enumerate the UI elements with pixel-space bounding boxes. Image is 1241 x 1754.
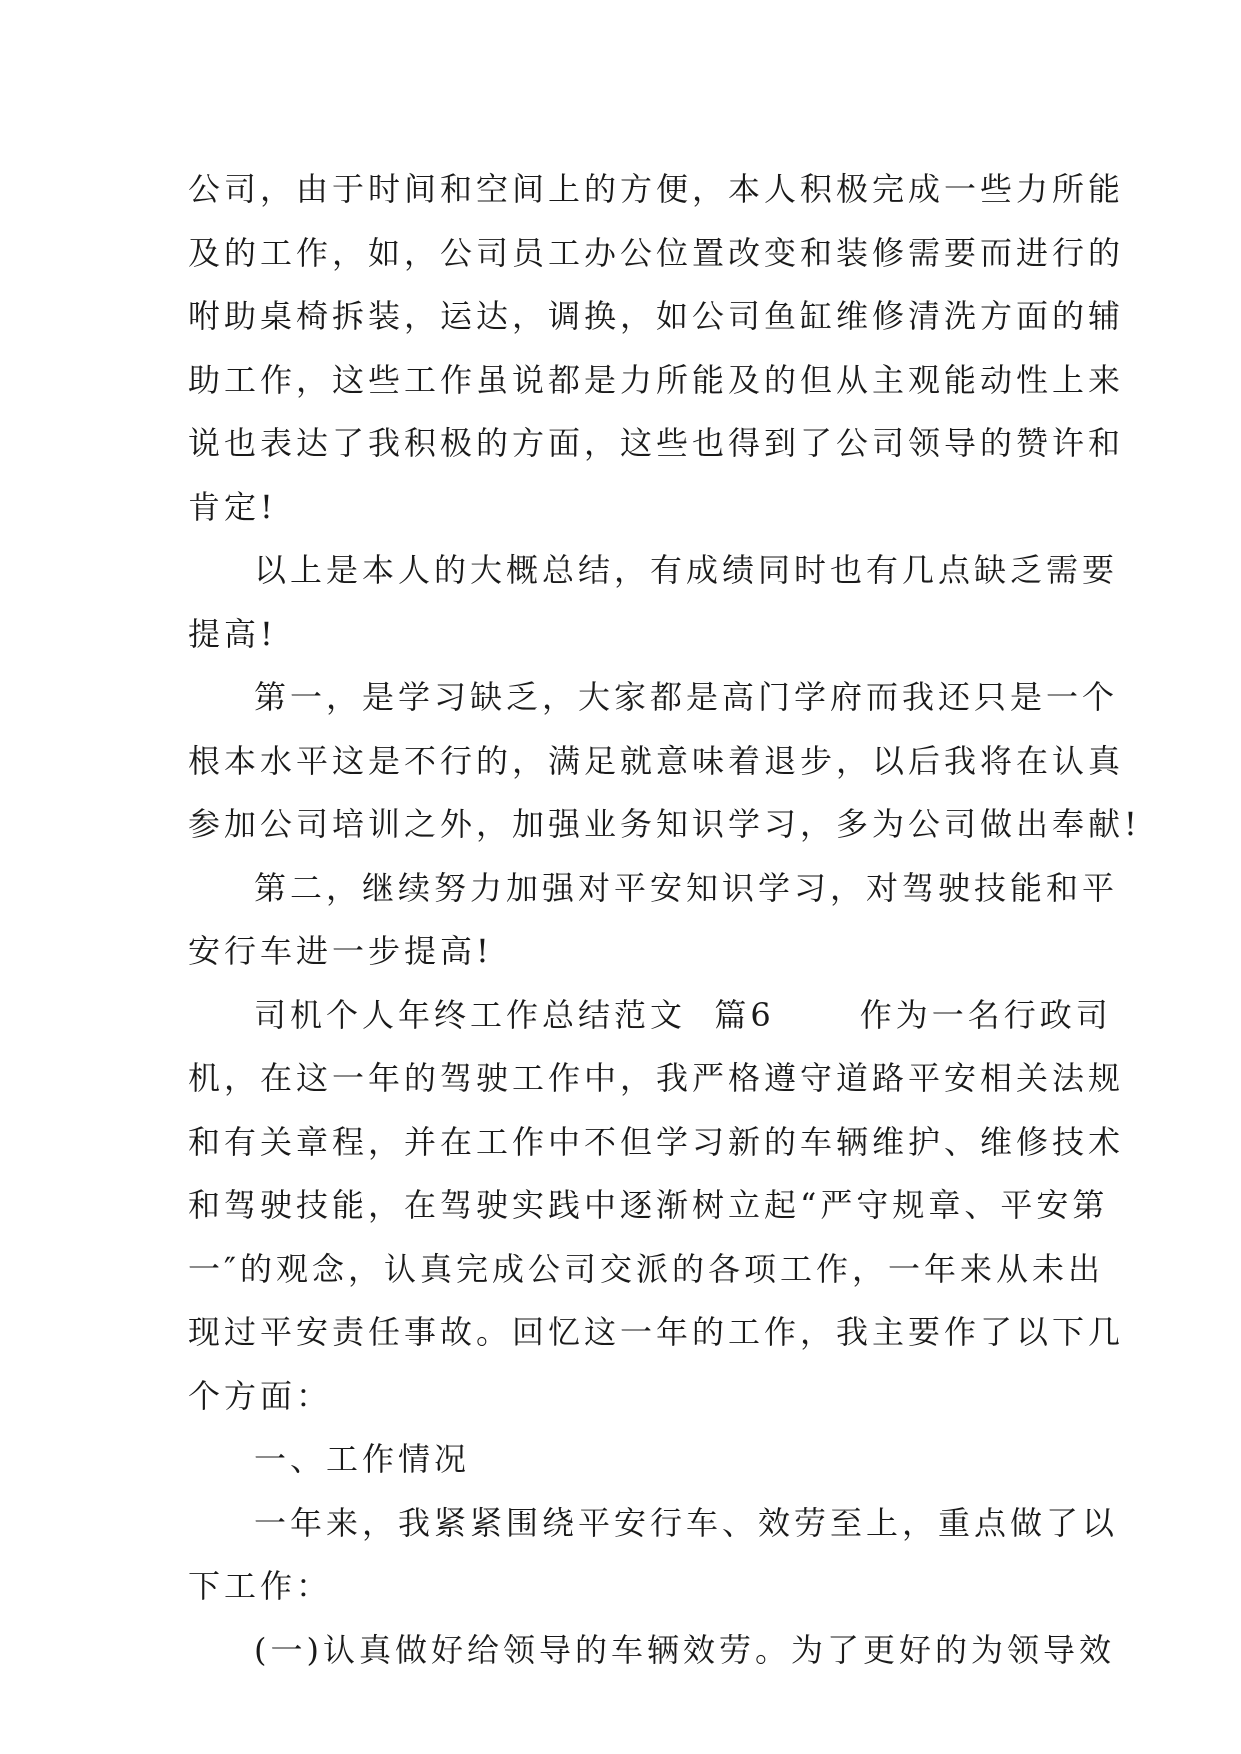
text-line: 司机个人年终工作总结范文 篇6 作为一名行政司 [254, 995, 1112, 1034]
text-line: 根本水平这是不行的，满足就意味着退步，以后我将在认真 [188, 741, 1125, 780]
text-line: 现过平安责任事故。回忆这一年的工作，我主要作了以下几 [188, 1313, 1125, 1351]
text-line: 第一，是学习缺乏，大家都是高门学府而我还只是一个 [254, 678, 1119, 716]
text-line: 机，在这一年的驾驶工作中，我严格遵守道路平安相关法规 [188, 1059, 1125, 1097]
text-line: 个方面： [188, 1376, 333, 1415]
text-line: (一)认真做好给领导的车辆效劳。为了更好的为领导效 [254, 1630, 1115, 1669]
text-line: 和驾驶技能，在驾驶实践中逐渐树立起“严守规章、平安第 [188, 1186, 1109, 1224]
text-line: 安行车进一步提高! [188, 932, 493, 970]
text-line: 一″的观念，认真完成公司交派的各项工作，一年来从未出 [188, 1249, 1104, 1288]
text-line: 以上是本人的大概总结，有成绩同时也有几点缺乏需要 [254, 551, 1119, 589]
text-line: 第二，继续努力加强对平安知识学习，对驾驶技能和平 [254, 868, 1119, 907]
text-line: 提高! [188, 614, 277, 653]
text-line: 及的工作，如，公司员工办公位置改变和装修需要而进行的 [188, 233, 1125, 272]
text-line: 下工作： [188, 1567, 333, 1605]
text-line: 咐助桌椅拆装，运达，调换，如公司鱼缸维修清洗方面的辅 [188, 297, 1125, 335]
text-line: 一、工作情况 [254, 1440, 471, 1478]
text-line: 参加公司培训之外，加强业务知识学习，多为公司做出奉献! [188, 805, 1141, 843]
text-line: 和有关章程，并在工作中不但学习新的车辆维护、维修技术 [188, 1122, 1125, 1161]
document-body [188, 158, 1141, 1682]
text-line: 肯定! [188, 487, 277, 526]
text-line: 说也表达了我积极的方面，这些也得到了公司领导的赞许和 [188, 424, 1125, 462]
text-line: 助工作，这些工作虽说都是力所能及的但从主观能动性上来 [188, 360, 1125, 399]
text-line: 一年来，我紧紧围绕平安行车、效劳至上，重点做了以 [254, 1503, 1119, 1542]
text-line: 公司，由于时间和空间上的方便，本人积极完成一些力所能 [188, 170, 1125, 208]
